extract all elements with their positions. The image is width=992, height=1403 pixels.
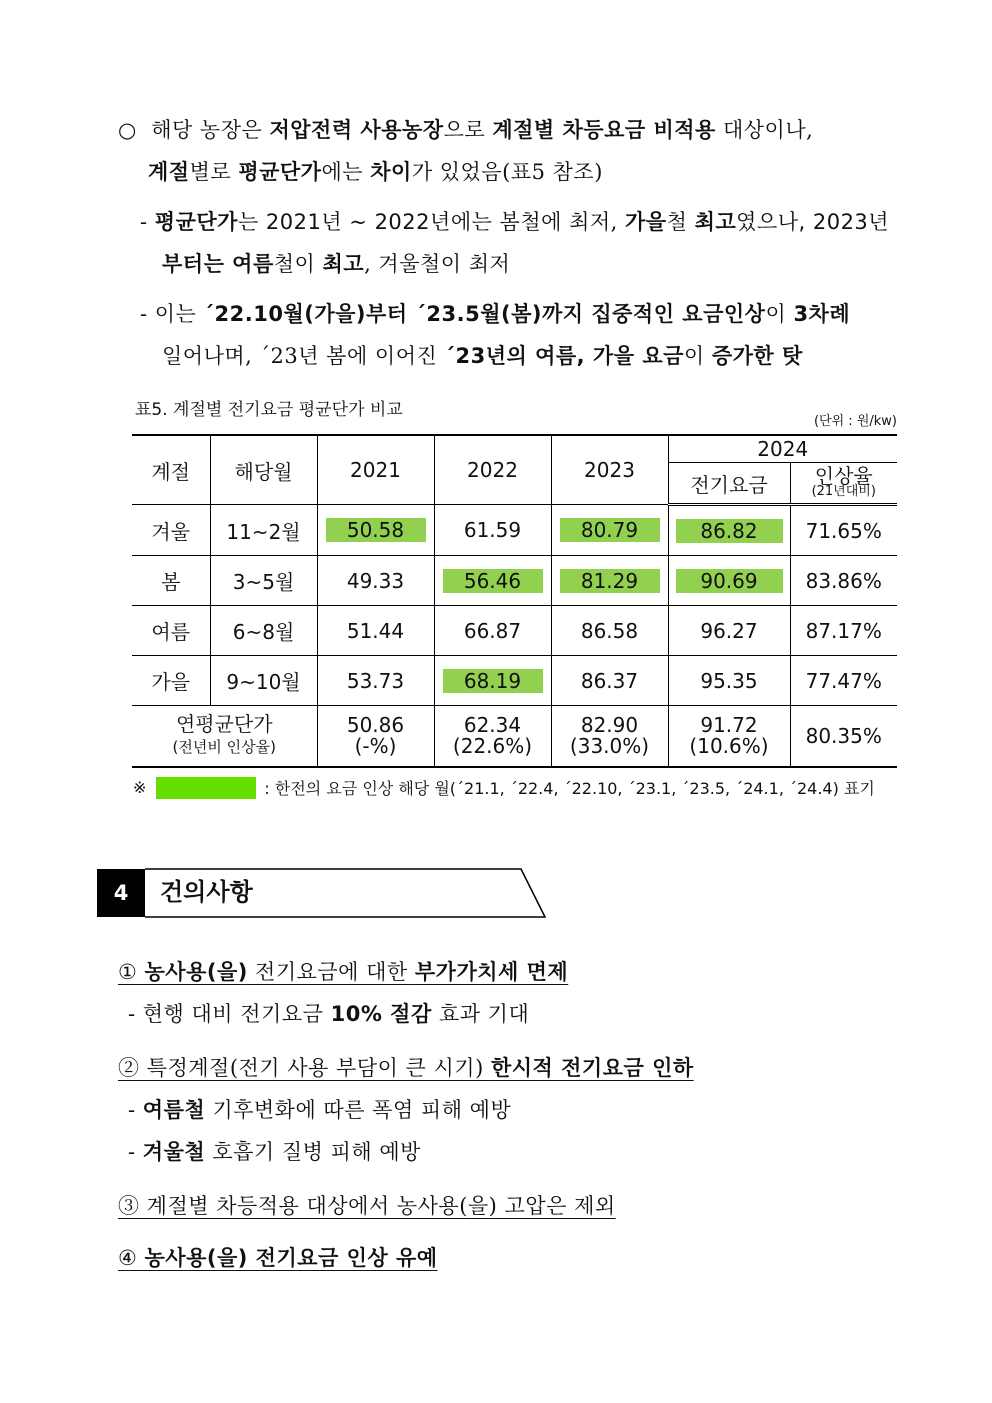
highlight-cell: 68.19: [443, 669, 543, 693]
table-row: 여름 6~8월 51.44 66.87 86.58 96.27 87.17%: [132, 606, 897, 656]
price-comparison-table: [132, 434, 897, 768]
detail-2-line-2: 일어나며, ´23년 봄에 이어진 ´23년의 여름, 가을 요금이 증가한 탓: [162, 344, 803, 368]
highlight-cell: 86.82: [676, 519, 783, 543]
table-row: 봄 3~5월 49.33 56.46 81.29 90.69 83.86%: [132, 556, 897, 606]
table-row: 겨울 11~2월 50.58 61.59 80.79 86.82 71.65%: [132, 505, 897, 556]
section-title: 건의사항: [160, 878, 253, 906]
detail-2-line-1: - 이는 ´22.10월(가을)부터 ´23.5월(봄)까지 집중적인 요금인상이 3차례: [140, 302, 851, 326]
recommendation-3: ③ 계절별 차등적용 대상에서 농사용(을) 고압은 제외: [118, 1194, 616, 1218]
recommendation-1: ① 농사용(을) 전기요금에 대한 부가가치세 면제: [118, 960, 569, 984]
header-2022: 2022: [434, 435, 551, 505]
section-number: 4: [97, 869, 145, 917]
header-rate: 인상율 (21년대비): [790, 463, 897, 505]
note-text: : 한전의 요금 인상 해당 월(´21.1, ´22.4, ´22.10, ´23.1, ´23.5, ´24.1, ´24.4) 표기: [264, 779, 875, 798]
header-2024: 2024: [668, 435, 897, 463]
table-row-average: 연평균단가 (전년비 인상율) 50.86 (-%) 62.34 (22.6%) 82.90 (33.0%) 91.72 (10.6%) 80.35%: [132, 706, 897, 768]
recommendation-2-detail-2: - 겨울철 호흡기 질병 피해 예방: [128, 1140, 421, 1164]
detail-1-line-1: - 평균단가는 2021년 ~ 2022년에는 봄철에 최저, 가을철 최고였으나, 2023년: [140, 210, 890, 234]
note-mark: ※: [133, 778, 147, 797]
highlight-cell: 90.69: [676, 569, 783, 593]
recommendation-4: ④ 농사용(을) 전기요금 인상 유예: [118, 1246, 438, 1270]
highlight-cell: 81.29: [560, 569, 660, 593]
header-season: 계절: [132, 435, 210, 505]
highlight-cell: 50.58: [326, 518, 426, 542]
header-rate-sub: (21년대비): [811, 484, 876, 499]
recommendation-1-detail: - 현행 대비 전기요금 10% 절감 효과 기대: [128, 1002, 530, 1026]
highlight-legend-swatch: [156, 777, 256, 799]
recommendation-2: ② 특정계절(전기 사용 부담이 큰 시기) 한시적 전기요금 인하: [118, 1056, 694, 1080]
header-2021: 2021: [317, 435, 434, 505]
highlight-cell: 56.46: [443, 569, 543, 593]
table-note: [133, 776, 875, 799]
table-unit: (단위 : 원/kw): [813, 414, 897, 429]
header-month: 해당월: [210, 435, 317, 505]
header-fee: 전기요금: [668, 463, 790, 505]
highlight-cell: 80.79: [560, 518, 660, 542]
intro-line-1: ○ 해당 농장은 저압전력 사용농장으로 계절별 차등요금 비적용 대상이나,: [118, 118, 814, 142]
detail-1-line-2: 부터는 여름철이 최고, 겨울철이 최저: [162, 252, 511, 276]
intro-line-2: 계절별로 평균단가에는 차이가 있었음(표5 참조): [148, 160, 603, 184]
bullet-circle: ○: [118, 118, 137, 142]
table-caption: 표5. 계절별 전기요금 평균단가 비교: [135, 400, 403, 420]
recommendation-2-detail-1: - 여름철 기후변화에 따른 폭염 피해 예방: [128, 1098, 512, 1122]
table-row: 가을 9~10월 53.73 68.19 86.37 95.35 77.47%: [132, 656, 897, 706]
header-2023: 2023: [551, 435, 668, 505]
